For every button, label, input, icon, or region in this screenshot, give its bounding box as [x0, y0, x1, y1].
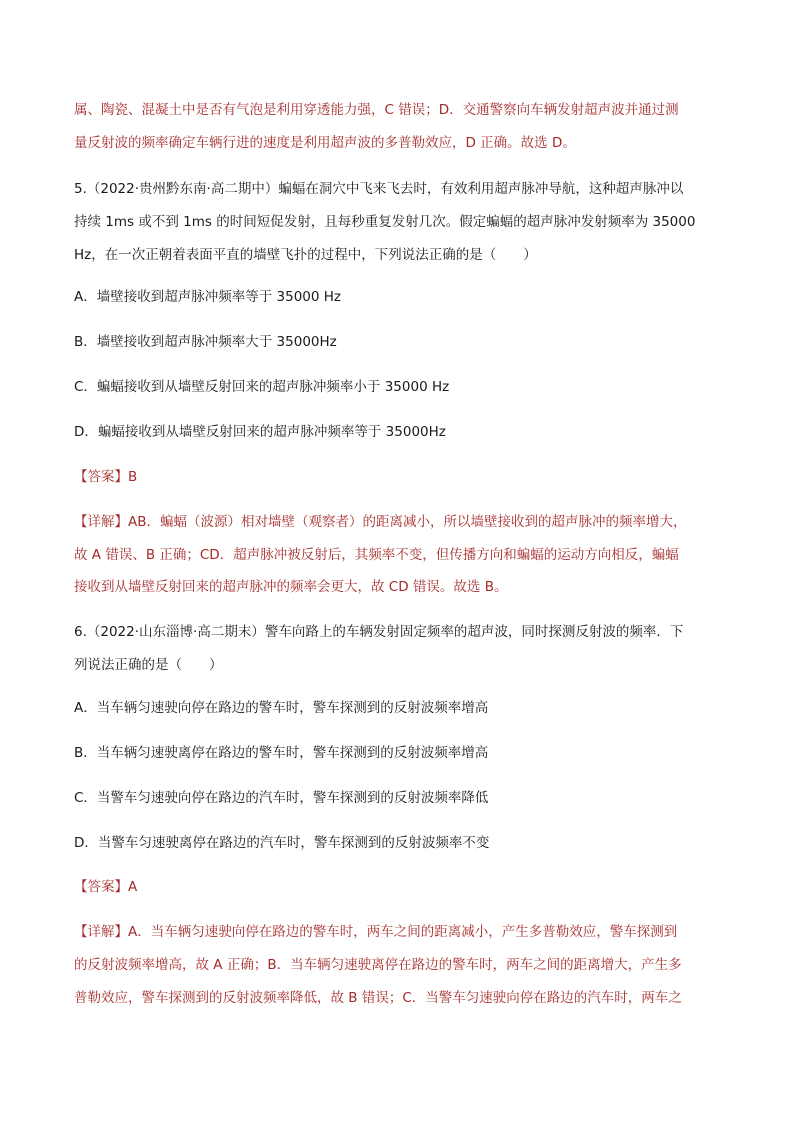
prev-explanation-line-2: 量反射波的频率确定车辆行进的速度是利用超声波的多普勒效应，D 正确。故选 D。	[74, 135, 576, 151]
prev-explanation-line-1: 属、陶瓷、混凝土中是否有气泡是利用穿透能力强，C 错误；D．交通警察向车辆发射超声波并通过测	[74, 102, 679, 118]
question-6-detail-line-2: 的反射波频率增高，故 A 正确；B．当车辆匀速驶离停在路边的警车时，两车之间的距离增大，产生多	[74, 957, 682, 973]
question-5-option-b: B．墙壁接收到超声脉冲频率大于 35000Hz	[74, 334, 337, 350]
question-5-detail-line-2: 故 A 错误、B 正确；CD．超声脉冲被反射后，其频率不变，但传播方向和蝙蝠的运动方向相反，蝙蝠	[74, 547, 679, 563]
question-5-option-a: A．墙壁接收到超声脉冲频率等于 35000 Hz	[74, 289, 342, 305]
question-6-option-b: B．当车辆匀速驶离停在路边的警车时，警车探测到的反射波频率增高	[74, 745, 489, 761]
question-6-stem-line-2: 列说法正确的是（ ）	[74, 657, 223, 673]
question-6-option-c: C．当警车匀速驶向停在路边的汽车时，警车探测到的反射波频率降低	[74, 790, 489, 806]
question-5-stem-line-3: Hz，在一次正朝着表面平直的墙壁飞扑的过程中，下列说法正确的是（ ）	[74, 247, 537, 263]
question-6-option-d: D．当警车匀速驶离停在路边的汽车时，警车探测到的反射波频率不变	[74, 835, 490, 851]
question-5-option-d: D．蝙蝠接收到从墙壁反射回来的超声脉冲频率等于 35000Hz	[74, 424, 446, 440]
question-6-stem-line-1: 6.（2022·山东淄博·高二期末）警车向路上的车辆发射固定频率的超声波，同时探测反射波的频率．下	[74, 624, 684, 640]
question-6-answer: 【答案】A	[74, 879, 138, 895]
question-6-option-a: A．当车辆匀速驶向停在路边的警车时，警车探测到的反射波频率增高	[74, 700, 489, 716]
question-6-detail-line-1: 【详解】A．当车辆匀速驶向停在路边的警车时，两车之间的距离减小，产生多普勒效应，警车探测到	[74, 924, 678, 940]
question-5-stem-line-2: 持续 1ms 或不到 1ms 的时间短促发射，且每秒重复发射几次。假定蝙蝠的超声脉冲发射频率为 35000	[74, 214, 696, 230]
question-6-detail-line-3: 普勒效应，警车探测到的反射波频率降低，故 B 错误；C．当警车匀速驶向停在路边的汽车时，两车之	[74, 990, 682, 1006]
question-5-detail-line-3: 接收到从墙壁反射回来的超声脉冲的频率会更大，故 CD 错误。故选 B。	[74, 579, 508, 595]
question-5-detail-line-1: 【详解】AB．蝙蝠（波源）相对墙壁（观察者）的距离减小，所以墙壁接收到的超声脉冲的频率增大，	[74, 514, 687, 530]
question-5-answer: 【答案】B	[74, 469, 138, 485]
question-5-stem-line-1: 5.（2022·贵州黔东南·高二期中）蝙蝠在洞穴中飞来飞去时，有效利用超声脉冲导航，这种超声脉冲以	[74, 181, 684, 197]
question-5-option-c: C．蝙蝠接收到从墙壁反射回来的超声脉冲频率小于 35000 Hz	[74, 379, 450, 395]
